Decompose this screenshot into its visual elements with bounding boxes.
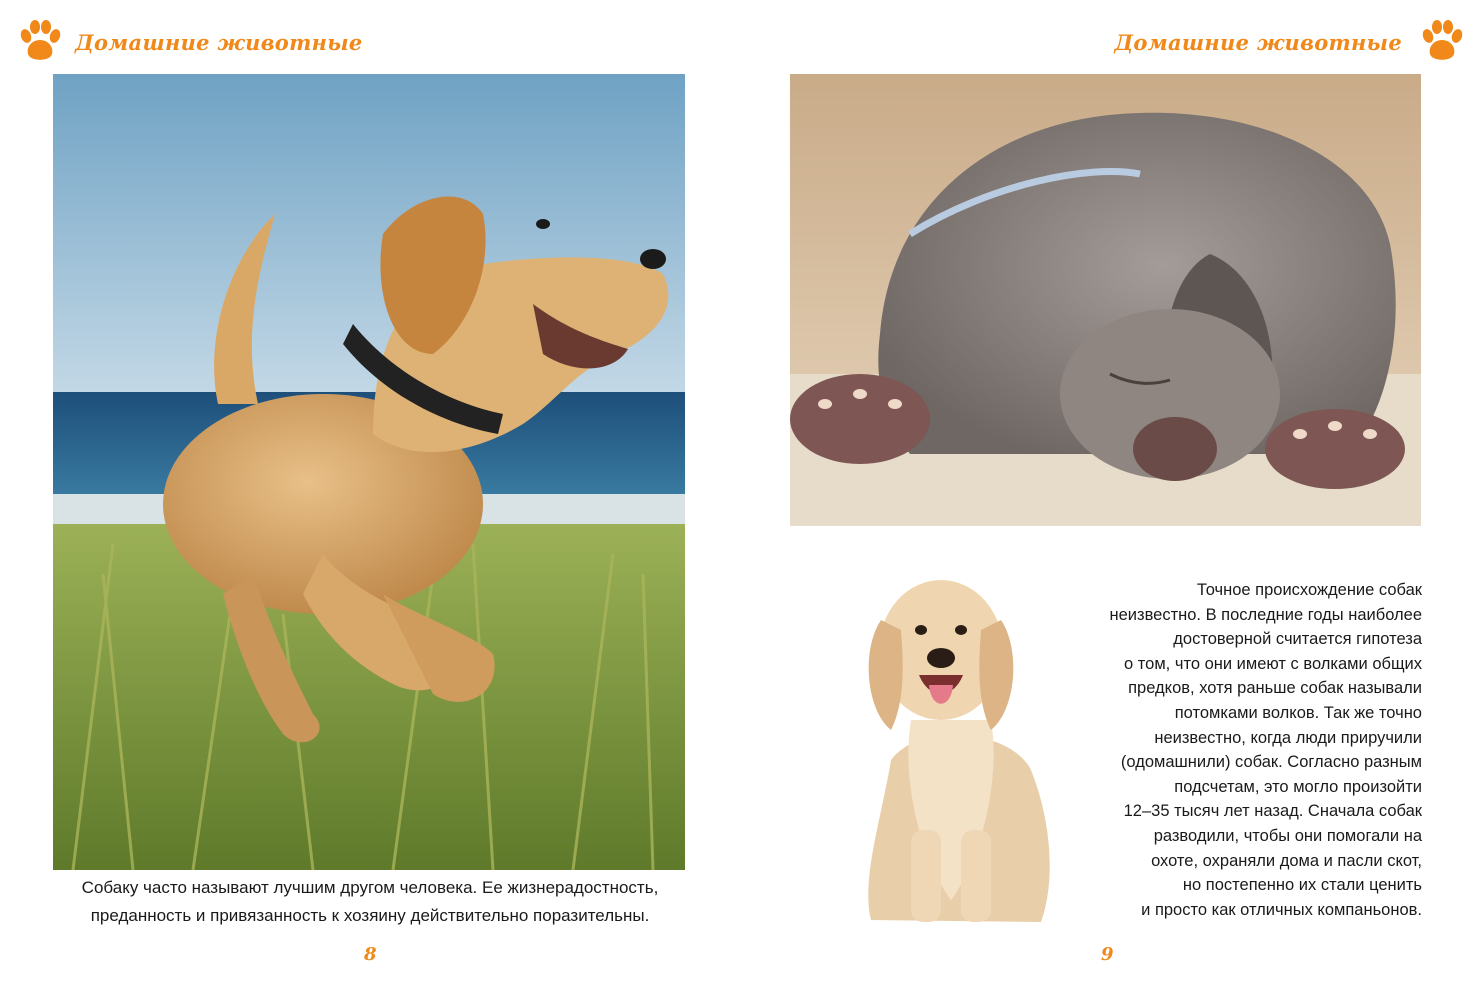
body-line: подсчетам, это могло произойти [1174, 777, 1422, 796]
golden-retriever-photo [841, 560, 1081, 932]
body-line: неизвестно. В последние годы наиболее [1109, 605, 1422, 624]
sleeping-puppy-photo [790, 74, 1421, 526]
body-line: потомками волков. Так же точно [1174, 703, 1422, 722]
body-line: Точное происхождение собак [1196, 581, 1422, 599]
page-number: 8 [364, 944, 377, 965]
body-line: неизвестно, когда люди приручили [1154, 728, 1422, 747]
body-line: но постепенно их стали ценить [1182, 876, 1422, 895]
caption-line: Собаку часто называют лучшим другом человека. Ее жизнерадостность, [81, 878, 659, 897]
body-line: предков, хотя раньше собак называли [1128, 679, 1422, 698]
section-title: Домашние животные [75, 30, 363, 55]
caption-line: преданность и привязанность к хозяину действительно поразительны. [90, 906, 650, 925]
body-line: о том, что они имеют с волками общих [1124, 654, 1422, 673]
right-page [737, 0, 1474, 1000]
paw-print-icon [16, 16, 64, 64]
body-line: достоверной считается гипотеза [1173, 630, 1422, 649]
photo-caption [54, 874, 686, 930]
puppy-running-photo [53, 74, 685, 870]
section-title: Домашние животные [1114, 30, 1402, 55]
body-line: и просто как отличных компаньонов. [1141, 900, 1422, 919]
body-line: охоте, охраняли дома и пасли скот, [1151, 851, 1422, 870]
paw-print-icon [1418, 16, 1466, 64]
body-paragraph [1082, 578, 1422, 922]
page-number: 9 [1101, 944, 1114, 965]
body-line: (одомашнили) собак. Согласно разным [1120, 753, 1422, 772]
body-line: разводили, чтобы они помогали на [1153, 826, 1422, 845]
body-line: 12–35 тысяч лет назад. Сначала собак [1123, 802, 1422, 821]
